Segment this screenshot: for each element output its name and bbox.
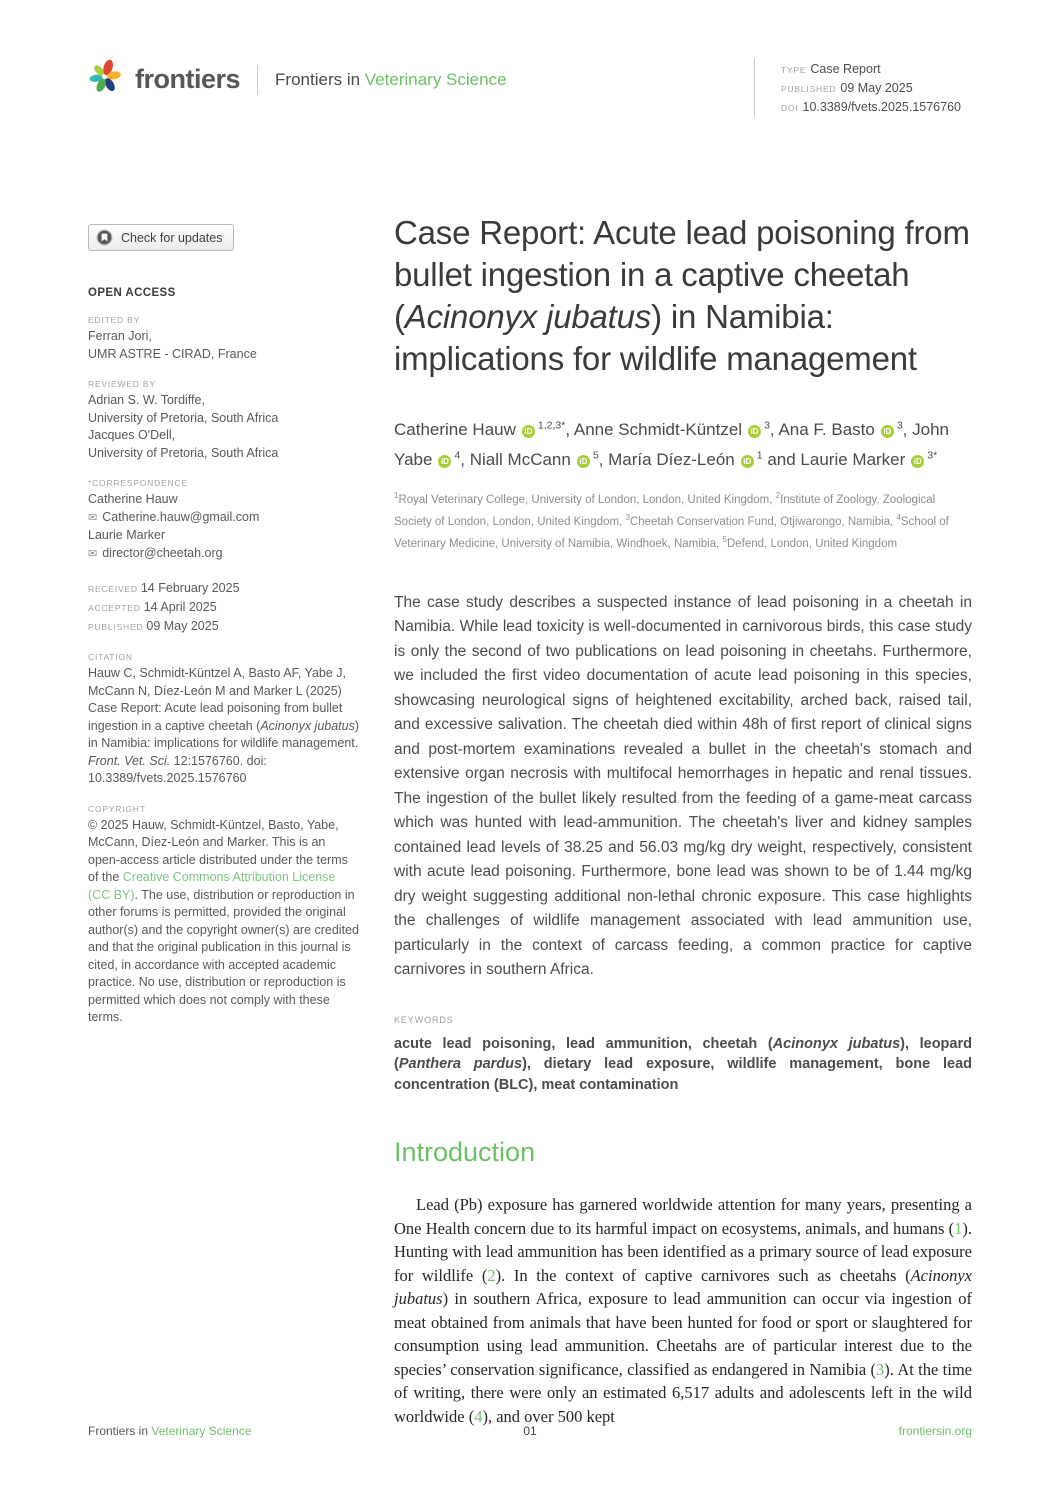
meta-type-label: TYPE <box>781 65 807 75</box>
received-date-row <box>88 579 360 598</box>
orcid-icon[interactable]: iD <box>748 425 761 438</box>
meta-type-row <box>781 60 972 79</box>
author-separator: , <box>902 419 913 439</box>
editor-affiliation: UMR ASTRE - CIRAD, France <box>88 346 257 361</box>
citation-text <box>88 665 360 788</box>
affiliation-sup: 1 <box>394 491 399 501</box>
author-name: Ana F. Basto <box>778 419 875 439</box>
intro-segment: ). At the time of writing, there were only an estimated 6,517 adults and adolescents left in the wild worldwide ( <box>394 1359 972 1426</box>
abstract-paragraph: The case study describes a suspected instance of lead poisoning in a cheetah in Namibia. While lead toxicity is well-documented in carnivorous birds, this case study is only the second of two publications on lead poisoning in cheetahs. Furthermore, we included the first video documentation of acute lead poisoning in this species, showcasing neurological signs of heightened excitability, arched back, raised tail, and excessive salivation. The cheetah died within 48h of first report of clinical signs and post-mortem examinations revealed a bullet in the cheetah's stomach and extensive organ necrosis with multifocal hemorrhages in hepatic and renal tissues. The ingestion of the bullet likely resulted from the feeding of a game-meat carcass which was hunted with lead-ammunition. The cheetah's liver and kidney samples contained lead levels of 38.25 and 56.03 mg/kg dry weight, respectively, consistent with acute lead poisoning. Furthermore, bone lead was shown to be of 1.44 mg/kg dry weight suggesting additional non-lethal chronic exposure. This case highlights the challenges of wildlife management associated with lead ammunition use, particularly in the context of carcass feeding, a common practice for captive carnivores in southern Africa. <box>394 593 972 979</box>
frontiers-logo-text: frontiers <box>135 64 241 94</box>
orcid-icon[interactable]: iD <box>881 425 894 438</box>
published-label: PUBLISHED <box>88 622 144 632</box>
intro-segment: ). Hunting with lead ammunition has been identified as a primary source of lead exposure for wildlife ( <box>394 1218 972 1285</box>
copyright-segment: . The use, distribution or reproduction in other forums is permitted, provided the original author(s) and the copyright owner(s) are credited and that the original publication in this journal is cited, in accordance with accepted academic practice. No use, distribution or reproduction is permitted which does not comply with these terms. <box>88 887 359 1024</box>
meta-published-row <box>781 79 972 98</box>
correspondent-email-row <box>88 545 360 564</box>
article-meta-block <box>754 58 972 117</box>
title-segment: Case Report: Acute lead poisoning from bullet ingestion in a captive cheetah ( <box>394 214 970 335</box>
received-value: 14 February 2025 <box>140 581 240 595</box>
correspondent-email-row <box>88 509 360 528</box>
author-name: Anne Schmidt-Küntzel <box>573 419 743 439</box>
journal-prefix: Frontiers in <box>275 69 361 89</box>
keywords-label: KEYWORDS <box>394 1014 454 1025</box>
article-title <box>394 212 972 380</box>
received-label: RECEIVED <box>88 584 138 594</box>
correspondent-name: Catherine Hauw <box>88 492 178 506</box>
title-segment: ) in Namibia: implications for wildlife management <box>394 298 917 377</box>
accepted-label: ACCEPTED <box>88 603 141 613</box>
affiliation-sup: 4 <box>896 513 901 523</box>
author-affil-sup: 1,2,3* <box>537 419 566 431</box>
orcid-icon[interactable]: iD <box>438 455 451 468</box>
orcid-icon[interactable]: iD <box>741 455 754 468</box>
meta-doi-row <box>781 98 972 117</box>
meta-type-value: Case Report <box>810 62 881 76</box>
meta-published-label: PUBLISHED <box>781 84 837 94</box>
citation-segment: Hauw C, Schmidt-Küntzel A, Basto AF, Yabe J, McCann N, Díez-León M and Marker L (2025) Case Report: Acute lead poisoning from bullet ingestion in a captive cheetah ( <box>88 666 346 733</box>
article-main-column <box>394 212 972 1428</box>
affiliation-text: Royal Veterinary College, University of London, London, United Kingdom, <box>398 494 776 507</box>
author-name: Laurie Marker <box>800 450 906 470</box>
page-number: 01 <box>523 1424 537 1438</box>
reference-link-2[interactable]: 2 <box>487 1265 496 1285</box>
author-separator: , <box>565 419 574 439</box>
intro-species-italic: Acinonyx jubatus <box>394 1265 972 1309</box>
journal-name: Veterinary Science <box>364 69 507 89</box>
frontiers-logo-icon <box>88 58 122 101</box>
author-affil-sup: 3* <box>927 449 938 462</box>
correspondent-email-link[interactable]: Catherine.hauw@gmail.com <box>102 509 260 524</box>
correspondence-label: *CORRESPONDENCE <box>88 478 188 488</box>
author-affil-sup: 3 <box>896 419 903 431</box>
citation-journal-italic: Front. Vet. Sci. <box>88 753 171 768</box>
affiliation-text: Cheetah Conservation Fund, Otjiwarongo, Namibia, <box>629 515 897 528</box>
meta-published-value: 09 May 2025 <box>840 81 913 95</box>
footer-journal-name: Veterinary Science <box>151 1424 252 1438</box>
copyright-text <box>88 817 360 1027</box>
meta-doi-label: DOI <box>781 103 799 113</box>
reviewer-affiliation: University of Pretoria, South Africa <box>88 410 279 425</box>
orcid-icon[interactable]: iD <box>522 425 535 438</box>
check-for-updates-label: Check for updates <box>121 230 223 245</box>
accepted-date-row <box>88 598 360 617</box>
intro-segment: ), and over 500 kept <box>482 1406 615 1426</box>
footer-journal <box>88 1424 383 1438</box>
citation-segment: ) in Namibia: implications for wildlife management. <box>88 718 360 750</box>
author-separator: , <box>598 450 609 470</box>
intro-segment: ) in southern Africa, exposure to lead ammunition can occur via ingestion of meat obtained from animals that have been hunted for food or sport or slaughtered for consumption using lead ammunition. Cheetahs are of particular interest due to the species’ conservation significance, classified as endangered in Namibia ( <box>394 1289 972 1379</box>
reviewed-by-label: REVIEWED BY <box>88 379 156 389</box>
author-name: Niall McCann <box>469 450 571 470</box>
author-name: María Díez-León <box>608 450 735 470</box>
keywords-text <box>394 1034 972 1096</box>
author-separator: and <box>762 450 801 470</box>
edited-by-label: EDITED BY <box>88 315 141 325</box>
reference-link-1[interactable]: 1 <box>954 1218 963 1238</box>
introduction-paragraph <box>394 1193 972 1428</box>
reference-link-4[interactable]: 4 <box>474 1406 483 1426</box>
journal-title <box>275 70 507 90</box>
citation-segment: 12:1576760. doi: 10.3389/fvets.2025.1576760 <box>88 753 267 785</box>
keywords-segment: acute lead poisoning, lead ammunition, cheetah ( <box>394 1035 773 1052</box>
reference-link-3[interactable]: 3 <box>876 1359 885 1379</box>
frontiers-logo-lockup <box>88 58 507 101</box>
meta-doi-value: 10.3389/fvets.2025.1576760 <box>802 100 961 114</box>
author-affil-sup: 3 <box>764 419 770 431</box>
author-affil-sup: 1 <box>756 449 763 462</box>
author-affil-sup: 4 <box>454 449 461 462</box>
author <box>394 420 574 439</box>
author-separator: , <box>460 450 470 470</box>
reviewer-affiliation: University of Pretoria, South Africa <box>88 445 279 460</box>
citation-label: CITATION <box>88 652 133 662</box>
envelope-icon: ✉ <box>88 511 98 524</box>
orcid-icon[interactable]: iD <box>577 455 590 468</box>
article-sidebar <box>88 224 360 1027</box>
affiliation-sup: 3 <box>625 513 630 523</box>
correspondent-email-link[interactable]: director@cheetah.org <box>102 545 223 560</box>
footer-journal-prefix: Frontiers in <box>88 1424 149 1438</box>
correspondent-name: Laurie Marker <box>88 528 166 542</box>
dates-block <box>88 579 360 636</box>
affiliation-list <box>394 487 972 552</box>
frontiersin-org-link[interactable]: frontiersin.org <box>898 1424 973 1438</box>
open-access-badge: OPEN ACCESS <box>88 287 176 299</box>
author <box>778 420 912 439</box>
intro-segment: Lead (Pb) exposure has garnered worldwide attention for many years, presenting a One Health concern due to its harmful impact on ecosystems, animals, and humans ( <box>394 1195 972 1238</box>
title-species-italic: Acinonyx jubatus <box>404 298 652 335</box>
page-header <box>88 58 972 117</box>
keywords-species-italic: Panthera pardus <box>398 1056 523 1073</box>
author <box>574 420 779 439</box>
keywords-segment: ), dietary lead exposure, wildlife management, bone lead concentration (BLC), meat contamination <box>394 1056 972 1093</box>
reviewer-name: Adrian S. W. Tordiffe, <box>88 393 205 407</box>
published-value: 09 May 2025 <box>146 619 219 633</box>
reviewer-name: Jacques O'Dell, <box>88 428 176 442</box>
orcid-icon[interactable]: iD <box>911 455 924 468</box>
header-divider <box>257 65 258 95</box>
affiliation-text: School of Veterinary Medicine, University of Namibia, Windhoek, Namibia, <box>394 515 949 550</box>
author <box>470 450 608 469</box>
copyright-label: COPYRIGHT <box>88 803 146 814</box>
intro-segment: ). In the context of captive carnivores such as cheetahs ( <box>495 1265 911 1285</box>
citation-species-italic: Acinonyx jubatus <box>260 718 355 733</box>
author <box>800 450 937 469</box>
affiliation-sup: 5 <box>722 534 727 544</box>
cc-by-license-link[interactable]: Creative Commons Attribution License (CC BY) <box>88 870 336 902</box>
author-separator: , <box>769 419 779 439</box>
accepted-value: 14 April 2025 <box>143 600 217 614</box>
keywords-species-italic: Acinonyx jubatus <box>772 1035 901 1052</box>
introduction-heading: Introduction <box>394 1137 536 1168</box>
editor-name: Ferran Jori, <box>88 329 152 343</box>
author-name: John Yabe <box>394 419 949 470</box>
author-affil-sup: 5 <box>592 449 599 462</box>
page-footer <box>88 1424 972 1438</box>
author-list <box>394 412 972 473</box>
author-name: Catherine Hauw <box>394 419 516 439</box>
affiliation-text: Defend, London, United Kingdom <box>726 537 898 550</box>
crossmark-icon <box>96 229 113 246</box>
author <box>608 450 800 469</box>
check-for-updates-button[interactable] <box>88 224 234 251</box>
keywords-segment: ), leopard ( <box>394 1035 972 1073</box>
affiliation-sup: 2 <box>775 491 781 501</box>
affiliation-text: Institute of Zoology, Zoological Society of London, London, United Kingdom, <box>394 494 936 528</box>
envelope-icon: ✉ <box>88 547 98 560</box>
published-date-row <box>88 617 360 636</box>
copyright-segment: © 2025 Hauw, Schmidt-Küntzel, Basto, Yabe, McCann, Díez-León and Marker. This is an open-access article distributed under the terms of the <box>88 817 348 884</box>
